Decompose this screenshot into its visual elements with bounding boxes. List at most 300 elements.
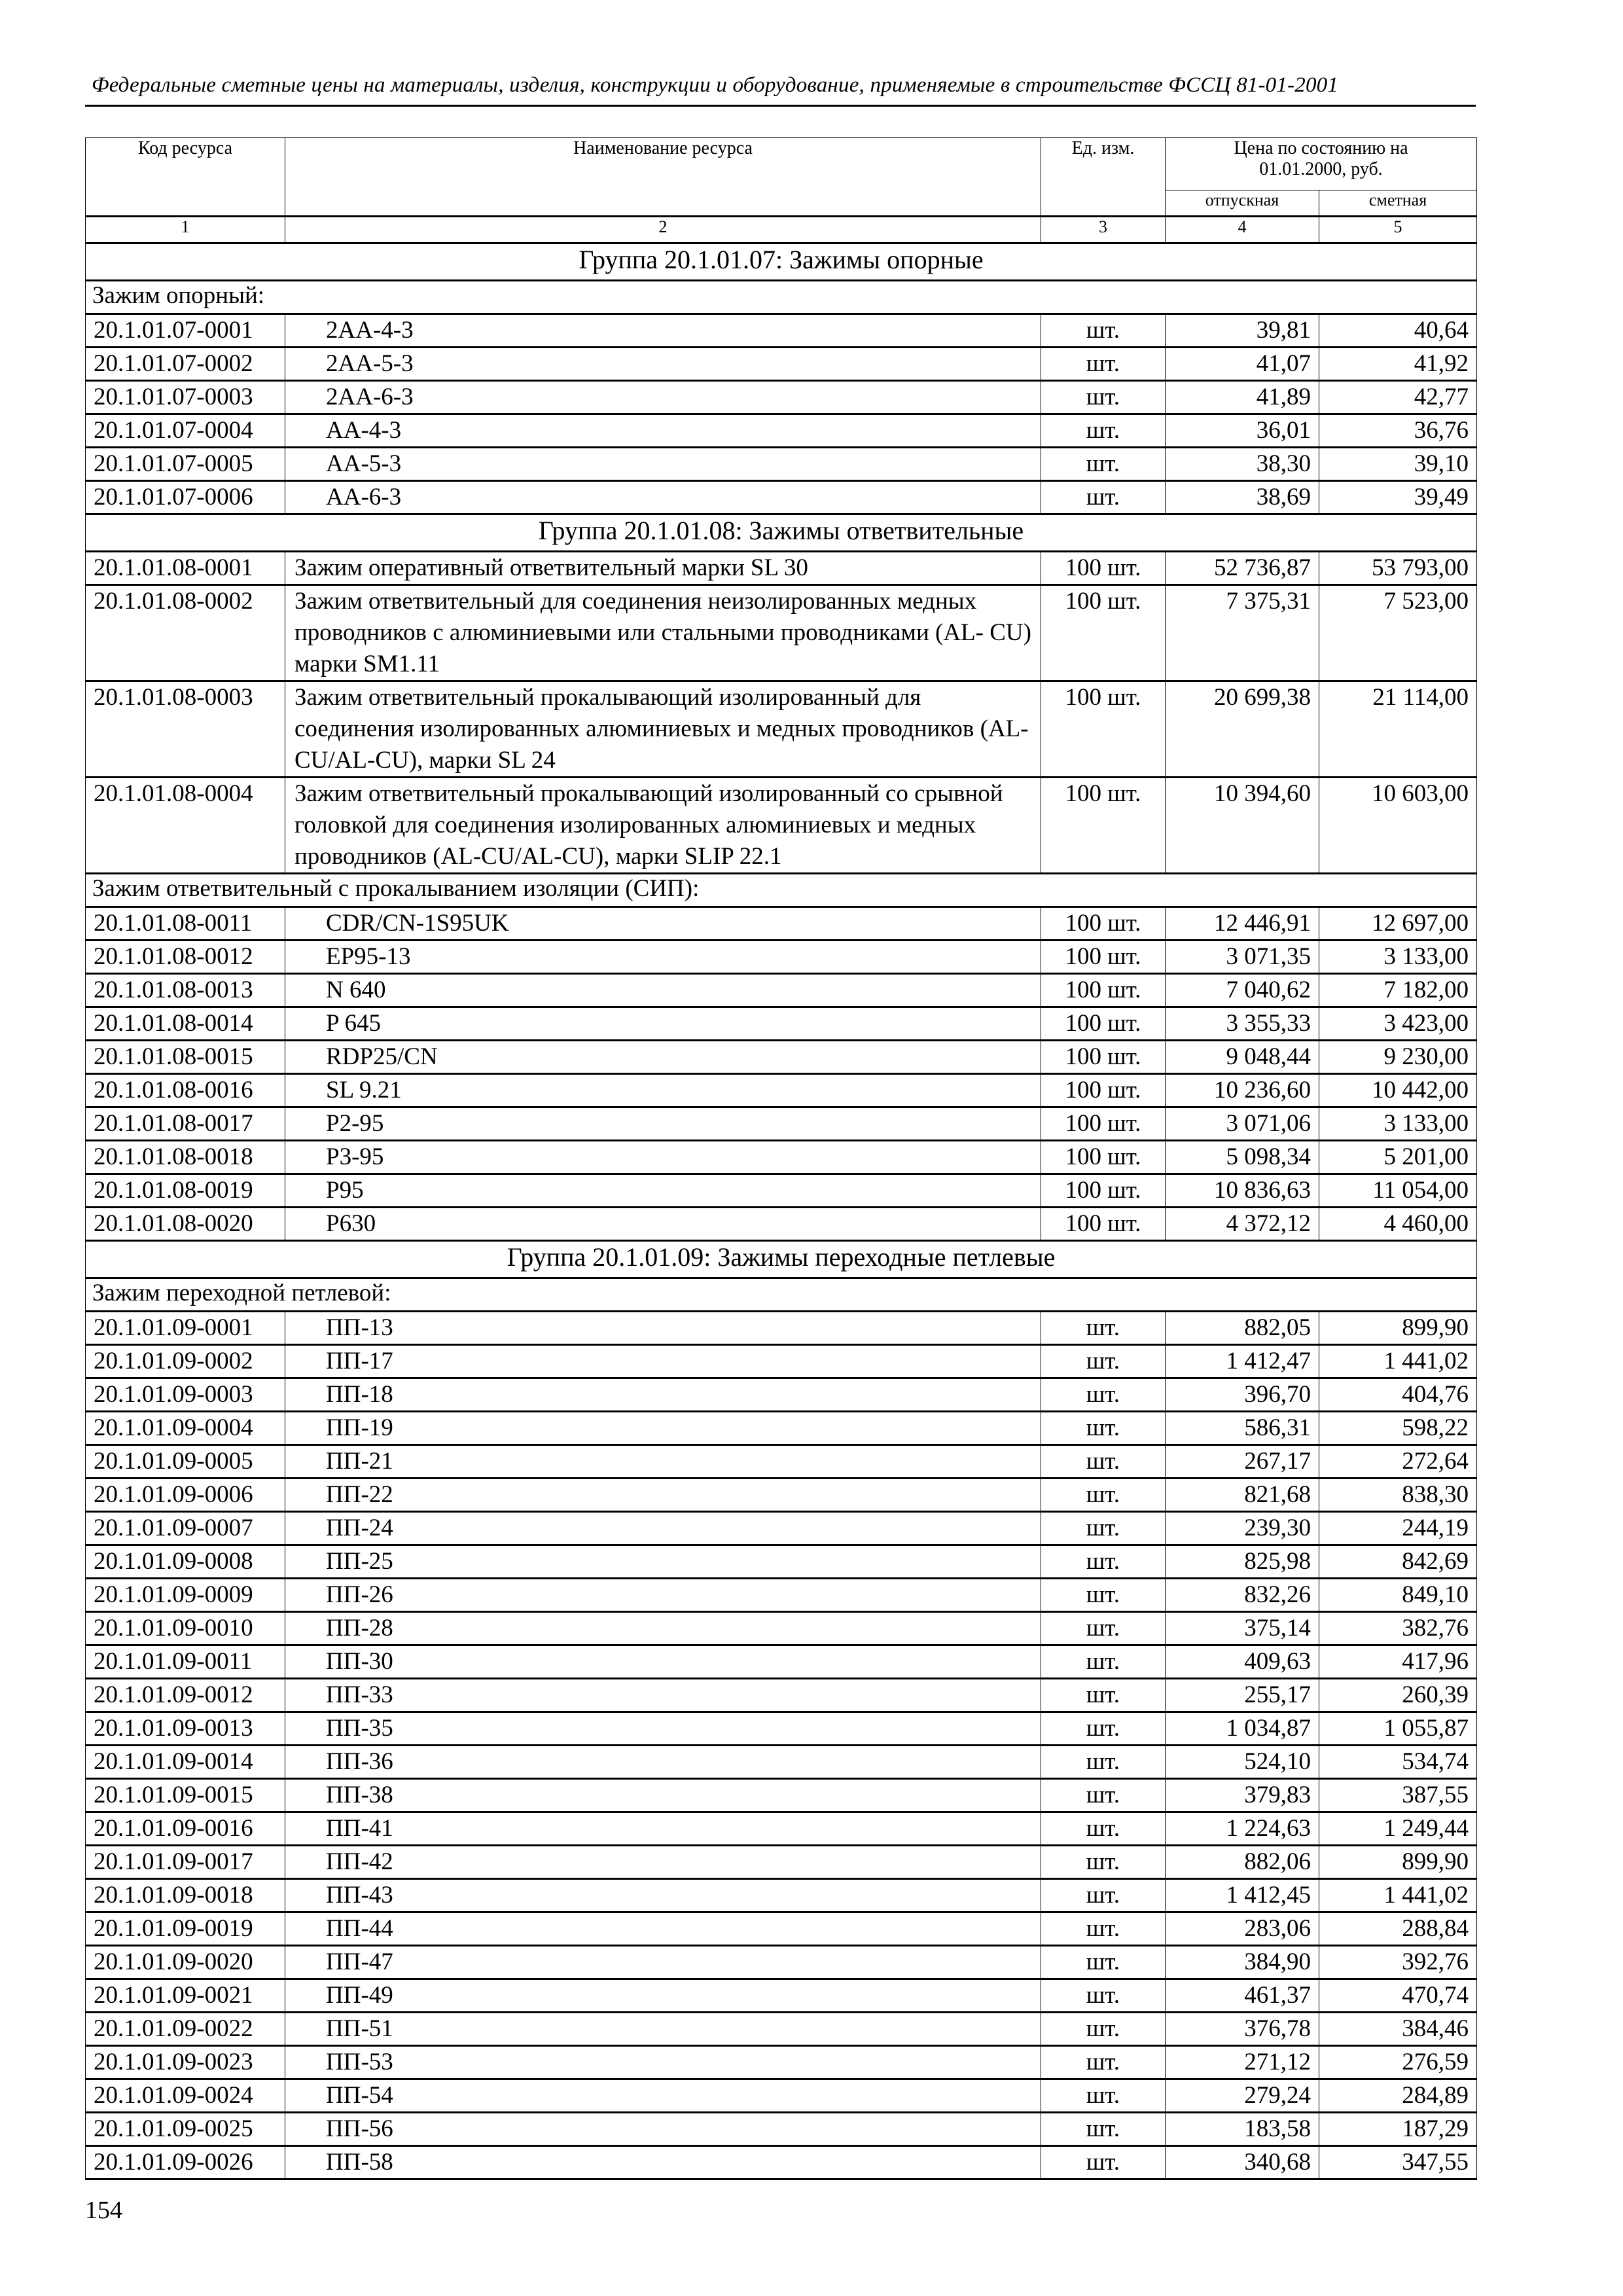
price-estimate: 11 054,00	[1319, 1174, 1477, 1208]
price-release: 1 412,45	[1166, 1879, 1319, 1912]
resource-name: ПП-26	[285, 1579, 1041, 1612]
table-row	[86, 1479, 1477, 1512]
table-row	[86, 2046, 1477, 2079]
price-release: 821,68	[1166, 1479, 1319, 1512]
price-release: 5 098,34	[1166, 1141, 1319, 1174]
price-release: 10 236,60	[1166, 1074, 1319, 1107]
price-release: 524,10	[1166, 1746, 1319, 1779]
resource-name: ПП-42	[285, 1846, 1041, 1879]
price-release: 3 355,33	[1166, 1007, 1319, 1041]
price-table	[85, 137, 1477, 2180]
unit: 100 шт.	[1041, 974, 1166, 1007]
unit: 100 шт.	[1041, 1174, 1166, 1208]
running-head-rule	[85, 105, 1476, 107]
unit: 100 шт.	[1041, 681, 1166, 778]
price-release: 183,58	[1166, 2113, 1319, 2146]
price-estimate: 7 523,00	[1319, 585, 1477, 681]
unit: шт.	[1041, 381, 1166, 414]
table-row	[86, 2113, 1477, 2146]
table-row	[86, 1946, 1477, 1979]
group-title: Группа 20.1.01.09: Зажимы переходные петлевые	[86, 1241, 1477, 1278]
resource-code: 20.1.01.09-0007	[86, 1512, 285, 1545]
price-release: 3 071,06	[1166, 1107, 1319, 1141]
table-row	[86, 314, 1477, 348]
price-estimate: 272,64	[1319, 1445, 1477, 1479]
unit: шт.	[1041, 481, 1166, 514]
header-name: Наименование ресурса	[285, 138, 1041, 217]
price-estimate: 284,89	[1319, 2079, 1477, 2113]
resource-code: 20.1.01.09-0002	[86, 1345, 285, 1378]
unit: шт.	[1041, 2013, 1166, 2046]
resource-code: 20.1.01.08-0014	[86, 1007, 285, 1041]
price-estimate: 21 114,00	[1319, 681, 1477, 778]
header-price-release: отпускная	[1166, 190, 1319, 217]
price-estimate: 3 423,00	[1319, 1007, 1477, 1041]
price-release: 36,01	[1166, 414, 1319, 448]
table-row	[86, 1612, 1477, 1645]
subheading: Зажим переходной петлевой:	[86, 1278, 1477, 1312]
resource-code: 20.1.01.07-0005	[86, 448, 285, 481]
price-estimate: 838,30	[1319, 1479, 1477, 1512]
price-release: 239,30	[1166, 1512, 1319, 1545]
price-release: 39,81	[1166, 314, 1319, 348]
price-estimate: 417,96	[1319, 1645, 1477, 1679]
table-row	[86, 381, 1477, 414]
price-estimate: 53 793,00	[1319, 552, 1477, 585]
table-row	[86, 552, 1477, 585]
resource-name: ПП-47	[285, 1946, 1041, 1979]
unit: шт.	[1041, 1746, 1166, 1779]
resource-code: 20.1.01.09-0026	[86, 2146, 285, 2179]
resource-code: 20.1.01.07-0001	[86, 314, 285, 348]
price-release: 825,98	[1166, 1545, 1319, 1579]
unit: шт.	[1041, 1879, 1166, 1912]
table-row	[86, 1545, 1477, 1579]
subheading-row	[86, 281, 1477, 314]
price-release: 10 836,63	[1166, 1174, 1319, 1208]
resource-code: 20.1.01.09-0012	[86, 1679, 285, 1712]
price-estimate: 404,76	[1319, 1378, 1477, 1412]
price-estimate: 276,59	[1319, 2046, 1477, 2079]
table-row	[86, 1645, 1477, 1679]
resource-name: ПП-54	[285, 2079, 1041, 2113]
unit: шт.	[1041, 1345, 1166, 1378]
unit: 100 шт.	[1041, 1208, 1166, 1241]
resource-code: 20.1.01.08-0001	[86, 552, 285, 585]
unit: шт.	[1041, 1846, 1166, 1879]
resource-code: 20.1.01.08-0018	[86, 1141, 285, 1174]
group-title: Группа 20.1.01.07: Зажимы опорные	[86, 243, 1477, 281]
resource-name: ПП-21	[285, 1445, 1041, 1479]
price-release: 1 034,87	[1166, 1712, 1319, 1746]
resource-code: 20.1.01.09-0024	[86, 2079, 285, 2113]
table-row	[86, 585, 1477, 681]
price-release: 10 394,60	[1166, 778, 1319, 874]
price-estimate: 10 442,00	[1319, 1074, 1477, 1107]
price-release: 9 048,44	[1166, 1041, 1319, 1074]
table-row	[86, 1679, 1477, 1712]
table-row	[86, 1445, 1477, 1479]
unit: 100 шт.	[1041, 585, 1166, 681]
table-row	[86, 1208, 1477, 1241]
price-estimate: 347,55	[1319, 2146, 1477, 2179]
table-row	[86, 1979, 1477, 2013]
price-estimate: 41,92	[1319, 348, 1477, 381]
resource-name: RDP25/CN	[285, 1041, 1041, 1074]
price-release: 832,26	[1166, 1579, 1319, 1612]
price-estimate: 598,22	[1319, 1412, 1477, 1445]
resource-name: ПП-25	[285, 1545, 1041, 1579]
price-release: 38,69	[1166, 481, 1319, 514]
price-estimate: 7 182,00	[1319, 974, 1477, 1007]
table-row	[86, 1846, 1477, 1879]
price-release: 12 446,91	[1166, 907, 1319, 941]
group-header-row	[86, 514, 1477, 552]
price-release: 38,30	[1166, 448, 1319, 481]
resource-code: 20.1.01.09-0021	[86, 1979, 285, 2013]
resource-name: 2АА-6-3	[285, 381, 1041, 414]
column-number-1: 1	[86, 217, 285, 243]
resource-name: ПП-41	[285, 1812, 1041, 1846]
resource-name: CDR/CN-1S95UK	[285, 907, 1041, 941]
table-row	[86, 941, 1477, 974]
resource-name: ПП-13	[285, 1312, 1041, 1345]
resource-code: 20.1.01.09-0019	[86, 1912, 285, 1946]
resource-code: 20.1.01.09-0017	[86, 1846, 285, 1879]
unit: 100 шт.	[1041, 1107, 1166, 1141]
unit: шт.	[1041, 1512, 1166, 1545]
resource-name: ПП-53	[285, 2046, 1041, 2079]
unit: шт.	[1041, 1412, 1166, 1445]
unit: шт.	[1041, 414, 1166, 448]
resource-code: 20.1.01.09-0003	[86, 1378, 285, 1412]
price-estimate: 384,46	[1319, 2013, 1477, 2046]
resource-name: ПП-22	[285, 1479, 1041, 1512]
resource-name: P95	[285, 1174, 1041, 1208]
price-estimate: 842,69	[1319, 1545, 1477, 1579]
resource-code: 20.1.01.08-0013	[86, 974, 285, 1007]
price-release: 1 224,63	[1166, 1812, 1319, 1846]
price-estimate: 288,84	[1319, 1912, 1477, 1946]
resource-name: ПП-58	[285, 2146, 1041, 2179]
resource-name: ПП-51	[285, 2013, 1041, 2046]
price-estimate: 899,90	[1319, 1312, 1477, 1345]
resource-code: 20.1.01.09-0014	[86, 1746, 285, 1779]
column-number-5: 5	[1319, 217, 1477, 243]
price-estimate: 244,19	[1319, 1512, 1477, 1545]
resource-code: 20.1.01.09-0008	[86, 1545, 285, 1579]
resource-code: 20.1.01.08-0020	[86, 1208, 285, 1241]
price-release: 4 372,12	[1166, 1208, 1319, 1241]
price-estimate: 1 055,87	[1319, 1712, 1477, 1746]
unit: шт.	[1041, 1679, 1166, 1712]
price-estimate: 260,39	[1319, 1679, 1477, 1712]
resource-name: Зажим оперативный ответвительный марки SL 30	[285, 552, 1041, 585]
resource-name: P630	[285, 1208, 1041, 1241]
unit: шт.	[1041, 1912, 1166, 1946]
price-release: 52 736,87	[1166, 552, 1319, 585]
unit: 100 шт.	[1041, 941, 1166, 974]
column-number-2: 2	[285, 217, 1041, 243]
resource-code: 20.1.01.08-0004	[86, 778, 285, 874]
unit: шт.	[1041, 448, 1166, 481]
resource-code: 20.1.01.08-0016	[86, 1074, 285, 1107]
unit: 100 шт.	[1041, 1141, 1166, 1174]
price-estimate: 9 230,00	[1319, 1041, 1477, 1074]
unit: шт.	[1041, 1612, 1166, 1645]
resource-code: 20.1.01.08-0015	[86, 1041, 285, 1074]
price-release: 41,07	[1166, 348, 1319, 381]
resource-code: 20.1.01.07-0003	[86, 381, 285, 414]
table-row	[86, 1812, 1477, 1846]
resource-name: ПП-30	[285, 1645, 1041, 1679]
table-row	[86, 1378, 1477, 1412]
table-row	[86, 2146, 1477, 2179]
price-estimate: 5 201,00	[1319, 1141, 1477, 1174]
price-estimate: 849,10	[1319, 1579, 1477, 1612]
subheading: Зажим ответвительный с прокалыванием изоляции (СИП):	[86, 874, 1477, 907]
table-row	[86, 1746, 1477, 1779]
resource-name: ПП-35	[285, 1712, 1041, 1746]
running-head: Федеральные сметные цены на материалы, изделия, конструкции и оборудование, применяемые в строительстве ФССЦ 81-01-2001	[92, 73, 1339, 97]
subheading-row	[86, 874, 1477, 907]
unit: 100 шт.	[1041, 907, 1166, 941]
resource-name: N 640	[285, 974, 1041, 1007]
unit: шт.	[1041, 1946, 1166, 1979]
price-estimate: 470,74	[1319, 1979, 1477, 2013]
price-estimate: 42,77	[1319, 381, 1477, 414]
unit: 100 шт.	[1041, 1041, 1166, 1074]
resource-name: ПП-56	[285, 2113, 1041, 2146]
table-row	[86, 778, 1477, 874]
table-row	[86, 974, 1477, 1007]
group-header-row	[86, 1241, 1477, 1278]
price-release: 1 412,47	[1166, 1345, 1319, 1378]
table-row	[86, 1074, 1477, 1107]
header-code: Код ресурса	[86, 138, 285, 217]
price-release: 409,63	[1166, 1645, 1319, 1679]
group-header-row	[86, 243, 1477, 281]
unit: шт.	[1041, 1545, 1166, 1579]
table-row	[86, 2079, 1477, 2113]
unit: шт.	[1041, 1712, 1166, 1746]
resource-name: ПП-24	[285, 1512, 1041, 1545]
resource-name: EP95-13	[285, 941, 1041, 974]
table-row	[86, 1141, 1477, 1174]
price-release: 375,14	[1166, 1612, 1319, 1645]
resource-code: 20.1.01.09-0001	[86, 1312, 285, 1345]
resource-name: 2АА-5-3	[285, 348, 1041, 381]
unit: шт.	[1041, 348, 1166, 381]
price-estimate: 4 460,00	[1319, 1208, 1477, 1241]
resource-code: 20.1.01.09-0023	[86, 2046, 285, 2079]
resource-code: 20.1.01.09-0009	[86, 1579, 285, 1612]
resource-code: 20.1.01.09-0015	[86, 1779, 285, 1812]
resource-name: ПП-36	[285, 1746, 1041, 1779]
resource-name: Зажим ответвительный прокалывающий изолированный со срывной головкой для соединения изолированных алюминиевых и медных проводников (AL-CU/AL-CU), марки SLIP 22.1	[285, 778, 1041, 874]
price-release: 267,17	[1166, 1445, 1319, 1479]
resource-name: ПП-43	[285, 1879, 1041, 1912]
resource-code: 20.1.01.07-0006	[86, 481, 285, 514]
unit: шт.	[1041, 1979, 1166, 2013]
price-estimate: 10 603,00	[1319, 778, 1477, 874]
resource-code: 20.1.01.07-0004	[86, 414, 285, 448]
resource-code: 20.1.01.09-0010	[86, 1612, 285, 1645]
table-row	[86, 907, 1477, 941]
unit: 100 шт.	[1041, 1074, 1166, 1107]
table-row	[86, 1107, 1477, 1141]
resource-name: Зажим ответвительный прокалывающий изолированный для соединения изолированных алюминиевых и медных проводников (AL-CU/AL-CU), марки SL 24	[285, 681, 1041, 778]
price-estimate: 3 133,00	[1319, 1107, 1477, 1141]
unit: шт.	[1041, 2146, 1166, 2179]
price-release: 279,24	[1166, 2079, 1319, 2113]
resource-code: 20.1.01.09-0016	[86, 1812, 285, 1846]
price-estimate: 3 133,00	[1319, 941, 1477, 974]
resource-name: ПП-44	[285, 1912, 1041, 1946]
table-row	[86, 1412, 1477, 1445]
resource-code: 20.1.01.08-0003	[86, 681, 285, 778]
resource-name: ПП-17	[285, 1345, 1041, 1378]
unit: шт.	[1041, 1579, 1166, 1612]
price-estimate: 1 441,02	[1319, 1879, 1477, 1912]
resource-code: 20.1.01.08-0017	[86, 1107, 285, 1141]
price-estimate: 12 697,00	[1319, 907, 1477, 941]
table-row	[86, 1007, 1477, 1041]
resource-name: P 645	[285, 1007, 1041, 1041]
resource-name: ПП-28	[285, 1612, 1041, 1645]
table-row	[86, 414, 1477, 448]
resource-name: ПП-18	[285, 1378, 1041, 1412]
resource-name: ПП-19	[285, 1412, 1041, 1445]
subheading-row	[86, 1278, 1477, 1312]
table-row	[86, 1879, 1477, 1912]
price-release: 461,37	[1166, 1979, 1319, 2013]
resource-name: ПП-49	[285, 1979, 1041, 2013]
price-release: 379,83	[1166, 1779, 1319, 1812]
resource-name: АА-6-3	[285, 481, 1041, 514]
resource-code: 20.1.01.09-0025	[86, 2113, 285, 2146]
price-estimate: 39,49	[1319, 481, 1477, 514]
table-row	[86, 481, 1477, 514]
price-release: 41,89	[1166, 381, 1319, 414]
unit: шт.	[1041, 2046, 1166, 2079]
unit: шт.	[1041, 1479, 1166, 1512]
price-release: 376,78	[1166, 2013, 1319, 2046]
table-row	[86, 1041, 1477, 1074]
price-estimate: 36,76	[1319, 414, 1477, 448]
unit: 100 шт.	[1041, 1007, 1166, 1041]
table-row	[86, 1345, 1477, 1378]
price-release: 586,31	[1166, 1412, 1319, 1445]
resource-code: 20.1.01.08-0011	[86, 907, 285, 941]
price-estimate: 1 249,44	[1319, 1812, 1477, 1846]
resource-code: 20.1.01.09-0013	[86, 1712, 285, 1746]
price-release: 3 071,35	[1166, 941, 1319, 974]
price-release: 283,06	[1166, 1912, 1319, 1946]
unit: шт.	[1041, 1445, 1166, 1479]
price-release: 271,12	[1166, 2046, 1319, 2079]
resource-code: 20.1.01.09-0005	[86, 1445, 285, 1479]
price-release: 384,90	[1166, 1946, 1319, 1979]
resource-code: 20.1.01.08-0019	[86, 1174, 285, 1208]
price-release: 882,06	[1166, 1846, 1319, 1879]
table-row	[86, 1512, 1477, 1545]
resource-name: P2-95	[285, 1107, 1041, 1141]
subheading: Зажим опорный:	[86, 281, 1477, 314]
resource-name: ПП-33	[285, 1679, 1041, 1712]
table-row	[86, 681, 1477, 778]
table-row	[86, 1779, 1477, 1812]
page-number: 154	[85, 2197, 122, 2224]
table-body	[86, 243, 1477, 2179]
price-release: 340,68	[1166, 2146, 1319, 2179]
resource-code: 20.1.01.09-0018	[86, 1879, 285, 1912]
price-release: 396,70	[1166, 1378, 1319, 1412]
group-title: Группа 20.1.01.08: Зажимы ответвительные	[86, 514, 1477, 552]
unit: 100 шт.	[1041, 552, 1166, 585]
price-estimate: 1 441,02	[1319, 1345, 1477, 1378]
table-row	[86, 348, 1477, 381]
unit: шт.	[1041, 1378, 1166, 1412]
resource-name: ПП-38	[285, 1779, 1041, 1812]
resource-name: Зажим ответвительный для соединения неизолированных медных проводников с алюминиевыми или стальными проводниками (AL- CU) марки SM1.11	[285, 585, 1041, 681]
header-unit: Ед. изм.	[1041, 138, 1166, 217]
table-row	[86, 1312, 1477, 1345]
unit: шт.	[1041, 2079, 1166, 2113]
table-row	[86, 1712, 1477, 1746]
column-number-4: 4	[1166, 217, 1319, 243]
resource-code: 20.1.01.07-0002	[86, 348, 285, 381]
table-row	[86, 2013, 1477, 2046]
table-row	[86, 1912, 1477, 1946]
price-release: 882,05	[1166, 1312, 1319, 1345]
price-estimate: 387,55	[1319, 1779, 1477, 1812]
price-estimate: 392,76	[1319, 1946, 1477, 1979]
resource-code: 20.1.01.08-0012	[86, 941, 285, 974]
resource-name: 2АА-4-3	[285, 314, 1041, 348]
table-row	[86, 1174, 1477, 1208]
unit: шт.	[1041, 1812, 1166, 1846]
resource-name: АА-4-3	[285, 414, 1041, 448]
unit: 100 шт.	[1041, 778, 1166, 874]
price-release: 7 040,62	[1166, 974, 1319, 1007]
resource-code: 20.1.01.09-0020	[86, 1946, 285, 1979]
price-release: 20 699,38	[1166, 681, 1319, 778]
unit: шт.	[1041, 2113, 1166, 2146]
resource-name: P3-95	[285, 1141, 1041, 1174]
table-row	[86, 448, 1477, 481]
column-number-3: 3	[1041, 217, 1166, 243]
resource-name: АА-5-3	[285, 448, 1041, 481]
unit: шт.	[1041, 1312, 1166, 1345]
price-release: 255,17	[1166, 1679, 1319, 1712]
price-estimate: 39,10	[1319, 448, 1477, 481]
resource-code: 20.1.01.08-0002	[86, 585, 285, 681]
price-estimate: 382,76	[1319, 1612, 1477, 1645]
price-estimate: 899,90	[1319, 1846, 1477, 1879]
price-release: 7 375,31	[1166, 585, 1319, 681]
price-estimate: 534,74	[1319, 1746, 1477, 1779]
price-estimate: 187,29	[1319, 2113, 1477, 2146]
price-estimate: 40,64	[1319, 314, 1477, 348]
resource-name: SL 9.21	[285, 1074, 1041, 1107]
resource-code: 20.1.01.09-0022	[86, 2013, 285, 2046]
resource-code: 20.1.01.09-0011	[86, 1645, 285, 1679]
header-price-estimate: сметная	[1319, 190, 1477, 217]
resource-code: 20.1.01.09-0004	[86, 1412, 285, 1445]
unit: шт.	[1041, 1779, 1166, 1812]
table-row	[86, 1579, 1477, 1612]
